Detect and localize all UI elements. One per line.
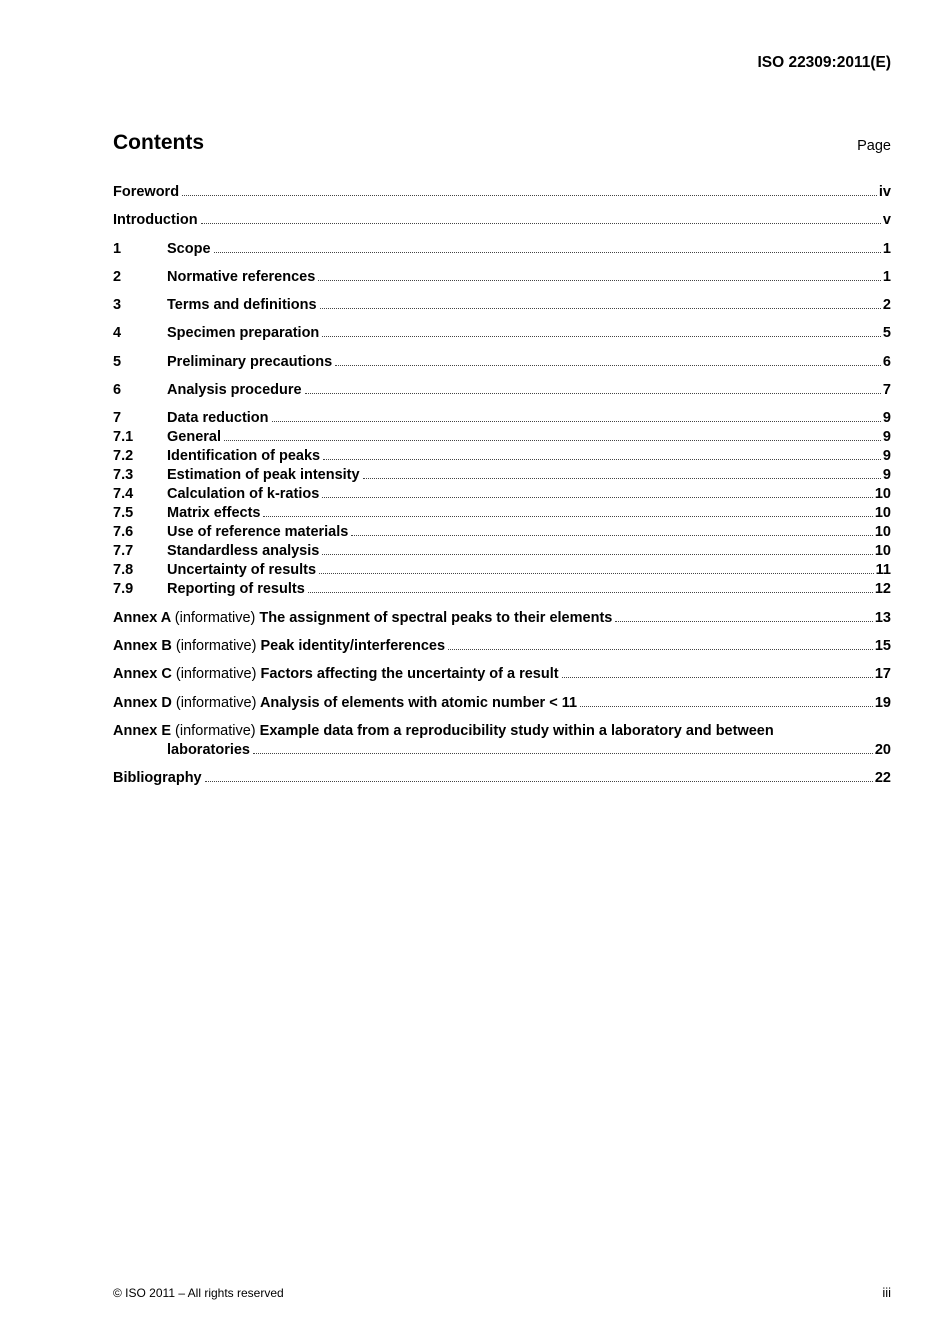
toc-number: 7.4 [113,486,134,503]
dot-leader [308,592,873,593]
toc-entry-data-reduction[interactable] [113,409,891,428]
toc-page: 1 [882,268,891,285]
toc-title: Use of reference materials [167,524,349,541]
annex-title: Example data from a reproducibility study within a laboratory and between [259,722,774,739]
dot-leader [320,308,881,309]
footer-copyright: © ISO 2011 – All rights reserved [113,1286,284,1300]
toc-title: Estimation of peak intensity [167,467,360,484]
toc-number: 7.7 [113,543,134,560]
toc-page: 10 [874,505,891,522]
dot-leader [182,195,877,196]
toc-number: 7.8 [113,562,134,579]
toc-page: 9 [882,467,891,484]
toc-entry-k-ratios[interactable] [113,485,891,504]
toc-entry-scope[interactable] [113,240,891,259]
toc-entry-peak-intensity[interactable] [113,466,891,485]
dot-leader [253,753,873,754]
dot-leader [322,497,873,498]
toc-title [113,637,445,656]
annex-label: Annex A [113,609,171,626]
dot-leader [580,706,873,707]
toc-entry-bibliography[interactable] [113,769,891,788]
dot-leader [448,649,873,650]
toc-entry-matrix-effects[interactable] [113,504,891,523]
toc-entry-standardless-analysis[interactable] [113,542,891,561]
toc-number: 6 [113,382,122,399]
dot-leader [201,223,881,224]
toc-page: 1 [882,240,891,257]
contents-title: Contents [113,131,204,154]
toc-page: v [882,212,891,229]
footer-page-number: iii [882,1285,891,1300]
dot-leader [272,421,881,422]
annex-label: Annex D [113,694,172,711]
toc-title: Terms and definitions [167,297,317,314]
dot-leader [214,252,881,253]
toc-title: Uncertainty of results [167,562,317,579]
dot-leader [263,516,872,517]
toc-title [113,609,612,628]
toc-page: 20 [874,741,891,758]
toc-title: Calculation of k-ratios [167,486,320,503]
annex-label: Annex B [113,637,172,654]
annex-title: Peak identity/interferences [260,637,446,654]
toc-number: 7.5 [113,505,134,522]
toc-page: 6 [882,353,891,370]
toc-page: 9 [882,410,891,427]
toc-title: Specimen preparation [167,325,320,342]
toc-title: Foreword [113,184,180,200]
toc-entry-annex-a[interactable] [113,609,891,628]
toc-entry-specimen-preparation[interactable] [113,324,891,343]
dot-leader [562,677,873,678]
dot-leader [322,336,881,337]
toc-number: 7 [113,410,122,427]
annex-type: (informative) [174,609,256,626]
toc-number: 3 [113,297,122,314]
toc-entry-preliminary-precautions[interactable] [113,353,891,372]
dot-leader [335,365,881,366]
toc-page: 7 [882,382,891,399]
toc-page: 12 [874,581,891,598]
toc-number: 7.3 [113,467,134,484]
dot-leader [363,478,881,479]
toc-entry-identification-of-peaks[interactable] [113,447,891,466]
toc-page: 13 [874,609,891,626]
dot-leader [224,440,881,441]
annex-title: The assignment of spectral peaks to their elements [259,609,613,626]
dot-leader [323,459,881,460]
dot-leader [318,280,881,281]
annex-label: Annex E [113,722,172,739]
toc-entry-annex-e[interactable] [113,722,891,741]
toc-title: Data reduction [167,410,269,427]
toc-entry-reporting-of-results[interactable] [113,580,891,599]
annex-title: Analysis of elements with atomic number < 11 [259,694,578,711]
toc-title: Matrix effects [167,505,261,522]
toc-entry-introduction[interactable] [113,211,891,230]
toc-number: 7.6 [113,524,134,541]
toc-page: 11 [875,562,891,579]
dot-leader [205,781,873,782]
annex-label: Annex C [113,666,172,683]
toc-number: 4 [113,325,122,342]
toc-number: 7.1 [113,429,134,446]
dot-leader [322,554,873,555]
toc-title [113,665,559,684]
toc-page: 5 [882,325,891,342]
toc-page: 9 [882,429,891,446]
annex-type: (informative) [175,694,257,711]
annex-type: (informative) [175,666,257,683]
toc-title: General [167,429,221,446]
dot-leader [319,573,874,574]
toc-title: Identification of peaks [167,448,321,465]
toc-title: Scope [167,240,211,257]
toc-entry-analysis-procedure[interactable] [113,381,891,400]
toc-title: Reporting of results [167,581,305,598]
toc-entry-annex-d[interactable] [113,694,891,713]
toc-title: Introduction [113,212,198,229]
toc-page: 22 [874,770,891,787]
toc-page: 10 [874,543,891,560]
toc-title: Normative references [167,268,316,285]
annex-type: (informative) [175,722,256,739]
toc-number: 1 [113,240,122,257]
toc-title: Bibliography [113,770,202,787]
page-column-label: Page [857,138,891,154]
toc-title: Preliminary precautions [167,353,333,370]
toc-entry-general[interactable] [113,428,891,447]
toc-page: 19 [874,694,891,711]
toc-page: 2 [882,297,891,314]
dot-leader [305,393,881,394]
toc-entry-annex-c[interactable] [113,665,891,684]
annex-title: Factors affecting the uncertainty of a result [260,666,559,683]
toc-entry-reference-materials[interactable] [113,523,891,542]
toc-page: 9 [882,448,891,465]
toc-entry-foreword[interactable] [113,183,891,202]
toc-title: Analysis procedure [167,382,302,399]
toc-entry-annex-e-continued[interactable] [113,741,891,760]
toc-number: 7.2 [113,448,134,465]
dot-leader [615,621,873,622]
toc-number: 5 [113,353,122,370]
toc-page: iv [878,184,891,200]
toc-number: 2 [113,268,122,285]
toc-entry-annex-b[interactable] [113,637,891,656]
document-code: ISO 22309:2011(E) [757,54,891,71]
toc-page: 10 [874,486,891,503]
annex-title-continued: laboratories [167,741,250,758]
toc-page: 17 [874,666,891,683]
toc-page: 10 [874,524,891,541]
table-of-contents [113,183,891,788]
toc-entry-terms-definitions[interactable] [113,296,891,315]
toc-entry-uncertainty-of-results[interactable] [113,561,891,580]
annex-type: (informative) [175,637,257,654]
dot-leader [351,535,873,536]
toc-page: 15 [874,637,891,654]
toc-title [113,694,577,713]
toc-entry-normative-references[interactable] [113,268,891,287]
toc-title: Standardless analysis [167,543,320,560]
toc-number: 7.9 [113,581,134,598]
